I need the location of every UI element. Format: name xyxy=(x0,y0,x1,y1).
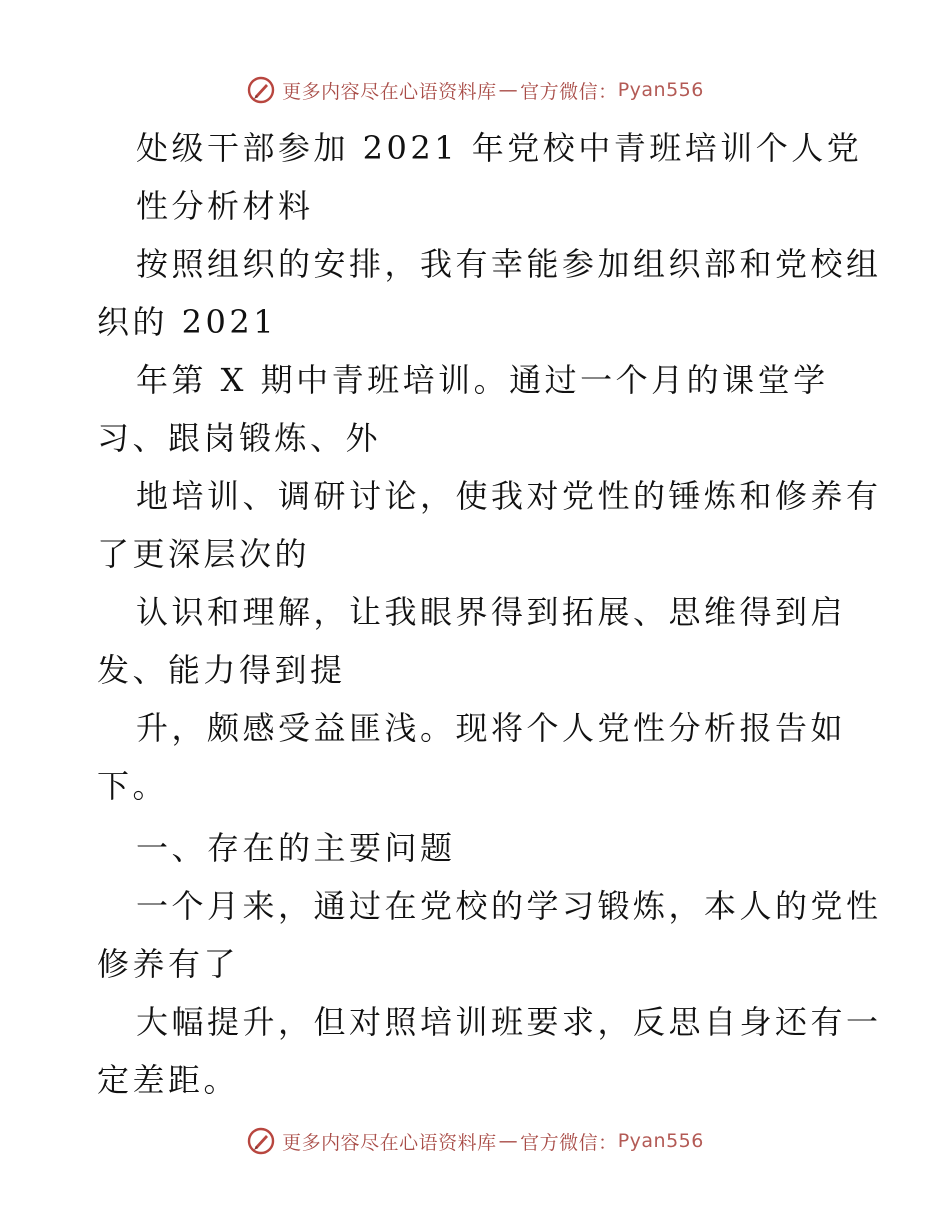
footer-watermark xyxy=(0,1121,950,1161)
paragraph-line: 习、跟岗锻炼、外 xyxy=(97,419,382,457)
document-title-line-1: 处级干部参加 2021 年党校中青班培训个人党 xyxy=(136,129,863,167)
watermark-wechat-id: Pyan556 xyxy=(617,79,704,101)
watermark-main-text: 更多内容尽在心语资料库 xyxy=(282,1131,497,1154)
document-title-line-2: 性分析材料 xyxy=(136,187,314,225)
paragraph-line: 地培训、调研讨论，使我对党性的锤炼和修养有 xyxy=(136,477,882,515)
watermark-dash: — xyxy=(498,79,519,101)
watermark-wechat-label: 官方微信： xyxy=(520,80,618,103)
watermark-wechat-id: Pyan556 xyxy=(617,1130,704,1152)
quill-pen-logo-icon xyxy=(246,75,276,105)
section-heading: 一、存在的主要问题 xyxy=(136,829,456,867)
paragraph-line: 认识和理解，让我眼界得到拓展、思维得到启 xyxy=(136,593,847,631)
paragraph-line: 了更深层次的 xyxy=(97,535,311,573)
paragraph-line: 织的 2021 xyxy=(97,303,278,341)
paragraph-line: 大幅提升，但对照培训班要求，反思自身还有一 xyxy=(136,1003,882,1041)
header-watermark xyxy=(0,70,950,110)
paragraph-line: 按照组织的安排，我有幸能参加组织部和党校组 xyxy=(136,245,882,283)
paragraph-line: 一个月来，通过在党校的学习锻炼，本人的党性 xyxy=(136,887,882,925)
quill-pen-logo-icon xyxy=(246,1126,276,1156)
paragraph-line: 定差距。 xyxy=(97,1061,240,1099)
paragraph-line: 年第 X 期中青班培训。通过一个月的课堂学 xyxy=(136,361,829,399)
paragraph-line: 升，颇感受益匪浅。现将个人党性分析报告如 xyxy=(136,709,847,747)
watermark-dash: — xyxy=(498,1130,519,1152)
paragraph-line: 发、能力得到提 xyxy=(97,651,346,689)
paragraph-line: 下。 xyxy=(97,767,169,805)
paragraph-line: 修养有了 xyxy=(97,945,240,983)
watermark-wechat-label: 官方微信： xyxy=(520,1131,618,1154)
watermark-main-text: 更多内容尽在心语资料库 xyxy=(282,80,497,103)
